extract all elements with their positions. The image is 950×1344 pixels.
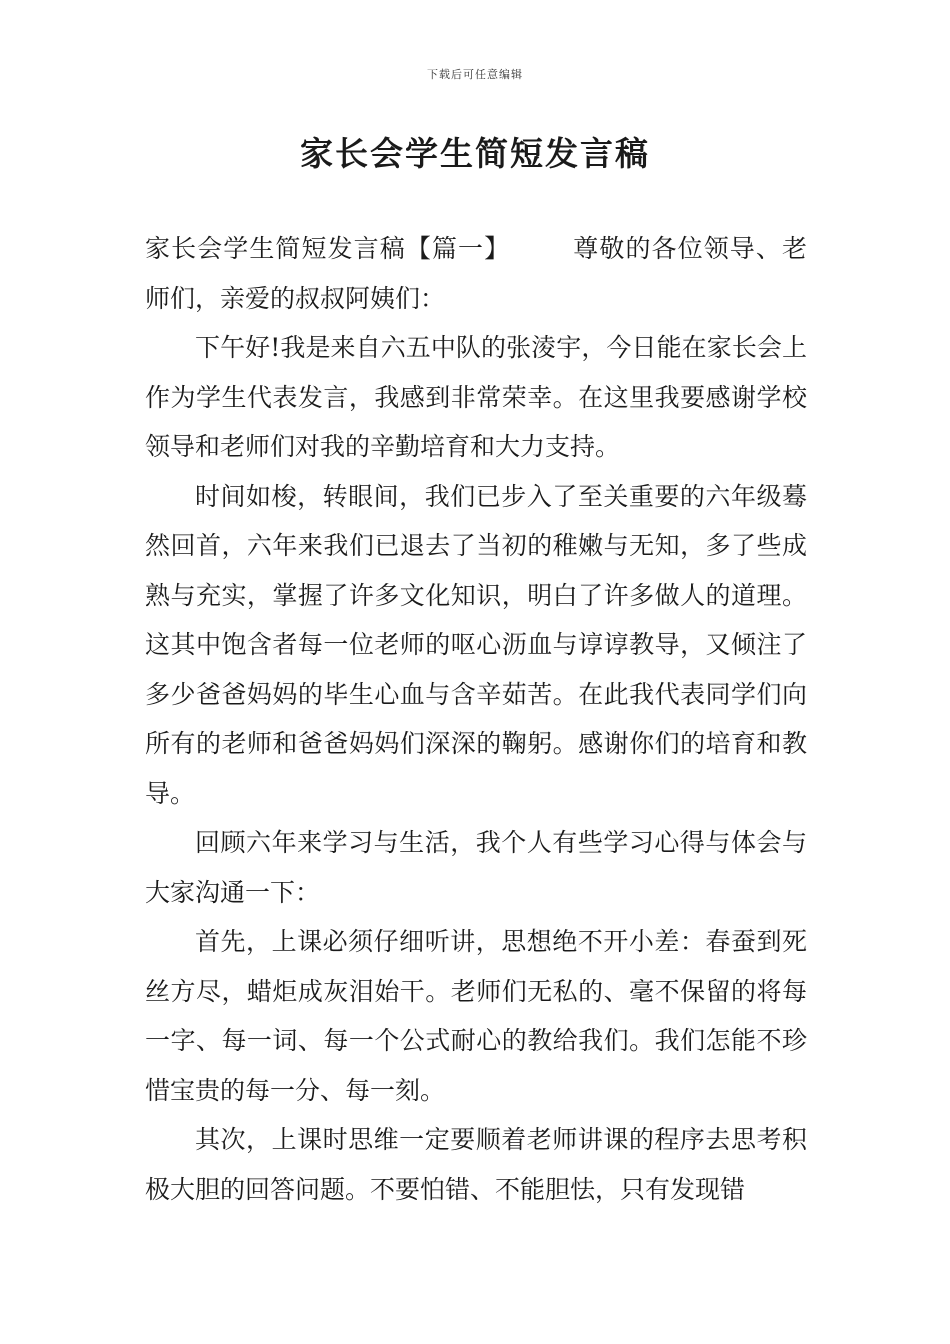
salutation: 尊敬的各位领导、老师们，亲爱的叔叔阿姨们： bbox=[145, 234, 807, 313]
opening-paragraph bbox=[145, 224, 807, 323]
body-paragraph-1: 下午好!我是来自六五中队的张淩宇，今日能在家长会上作为学生代表发言，我感到非常荣幸。在这里我要感谢学校领导和老师们对我的辛勤培育和大力支持。 bbox=[145, 333, 807, 461]
body-paragraph-3: 回顾六年来学习与生活，我个人有些学习心得与体会与大家沟通一下： bbox=[145, 828, 807, 907]
header-note: 下载后可任意编辑 bbox=[427, 68, 523, 81]
section-label: 家长会学生简短发言稿【篇一】 bbox=[145, 234, 511, 263]
body-paragraph-4: 首先，上课必须仔细听讲，思想绝不开小差：春蚕到死丝方尽，蜡炬成灰泪始干。老师们无私的、毫不保留的将每一字、每一词、每一个公式耐心的教给我们。我们怎能不珍惜宝贵的每一分、每一刻。 bbox=[145, 927, 807, 1105]
document-body bbox=[145, 224, 807, 1214]
body-paragraph-2: 时间如梭，转眼间，我们已步入了至关重要的六年级蓦然回首，六年来我们已退去了当初的稚嫩与无知，多了些成熟与充实，掌握了许多文化知识，明白了许多做人的道理。这其中饱含者每一位老师的呕心沥血与谆谆教导，又倾注了多少爸爸妈妈的毕生心血与含辛茹苦。在此我代表同学们向所有的老师和爸爸妈妈们深深的鞠躬。感谢你们的培育和教导。 bbox=[145, 481, 807, 808]
document-title: 家长会学生简短发言稿 bbox=[300, 134, 650, 173]
body-paragraph-5: 其次，上课时思维一定要顺着老师讲课的程序去思考积极大胆的回答问题。不要怕错、不能胆怯，只有发现错 bbox=[145, 1125, 807, 1204]
